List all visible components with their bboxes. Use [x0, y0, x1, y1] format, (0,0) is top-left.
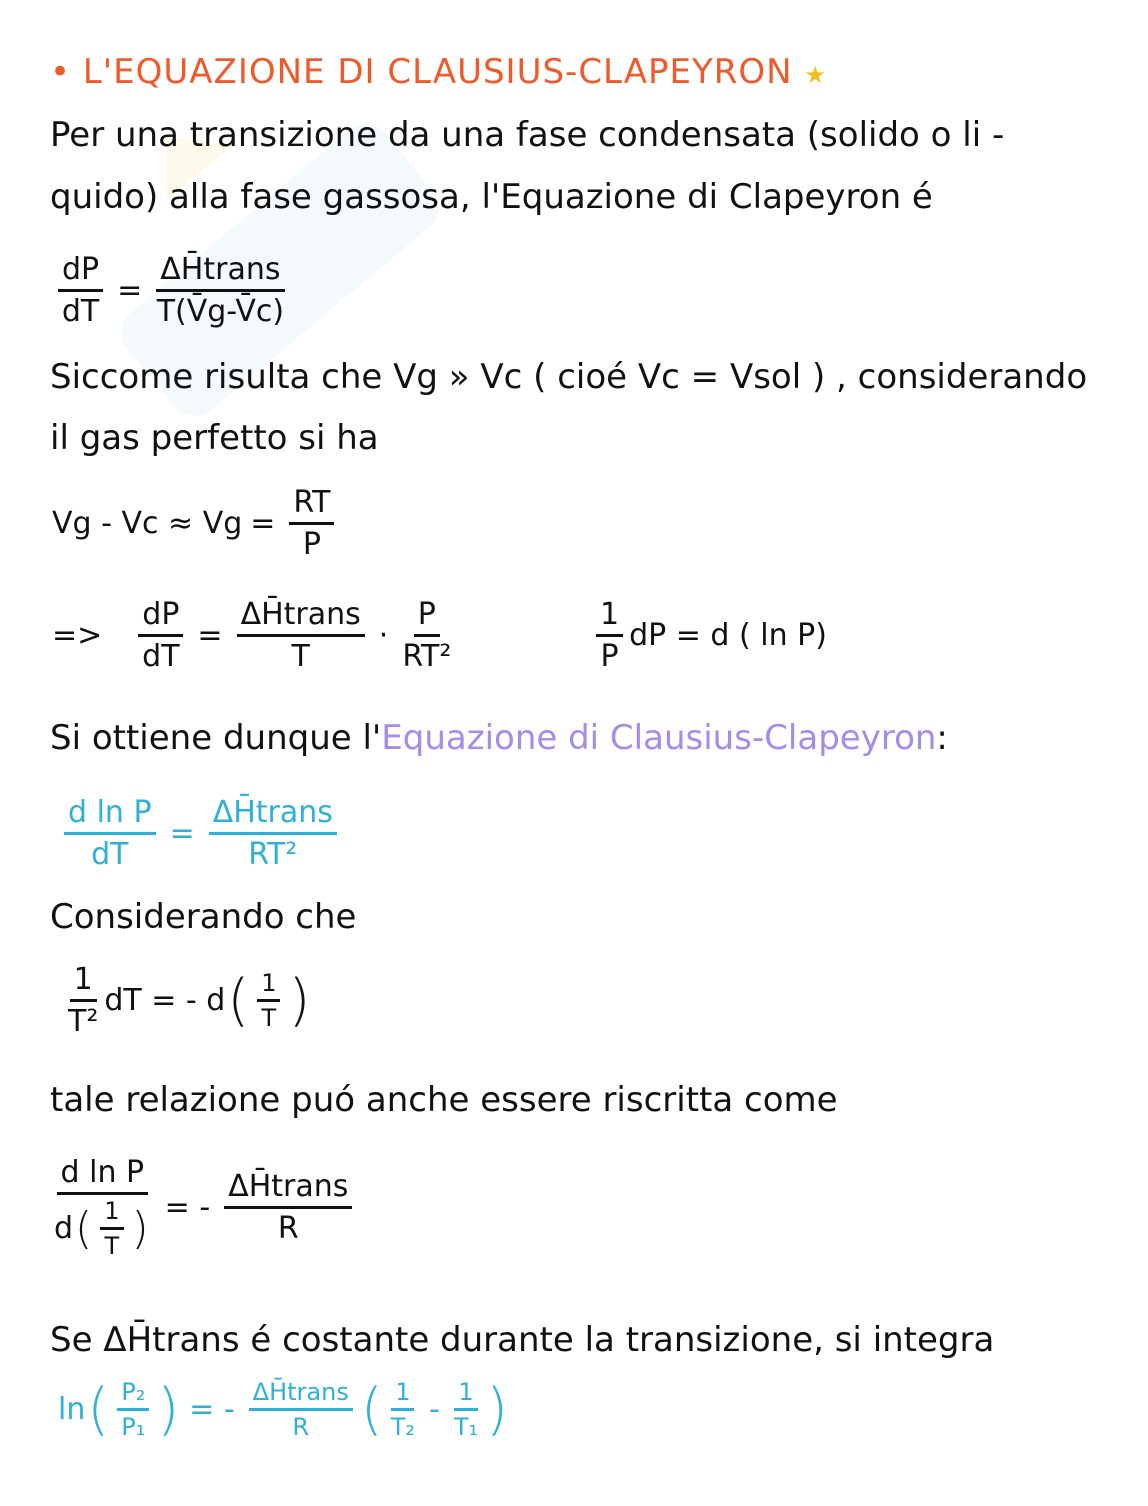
since-line-1: Siccome risulta che Vg » Vc ( cioé Vc = Vsol ) , considerando	[50, 357, 1088, 397]
equals-sign: =	[117, 273, 143, 308]
denominator: T²	[68, 1004, 99, 1039]
numerator: RT	[289, 485, 334, 525]
left-paren: (	[360, 1376, 383, 1442]
numerator: ΔH̄trans	[237, 597, 365, 637]
obtain-line	[50, 718, 948, 758]
fraction-one-over-p	[596, 597, 623, 674]
minus-sign: -	[428, 1392, 440, 1427]
integrate-line: Se ΔH̄trans é costante durante la transizione, si integra	[50, 1320, 995, 1360]
denominator: P	[600, 639, 619, 674]
obtain-text: Si ottiene dunque l'	[50, 718, 382, 758]
denominator: dT	[91, 837, 129, 872]
numerator: 1	[70, 962, 97, 1002]
identity-rest: dP = d ( ln P)	[629, 618, 827, 653]
fraction-p2-p1	[117, 1378, 149, 1441]
natural-log: ln	[58, 1392, 86, 1427]
considering-line: Considerando che	[50, 897, 357, 937]
implies-arrow: =>	[52, 618, 103, 653]
equals-sign: =	[197, 618, 223, 653]
equals-minus-sign: = -	[189, 1392, 235, 1427]
numerator: P	[414, 597, 440, 637]
numerator: ΔH̄trans	[209, 795, 337, 835]
right-paren: )	[288, 967, 311, 1033]
left-paren: (	[227, 967, 250, 1033]
reciprocal-temperature-identity	[62, 962, 312, 1039]
fraction-one-over-t	[100, 1197, 123, 1260]
fraction-dp-dt	[58, 252, 103, 329]
denominator: T	[291, 639, 310, 674]
numerator: 1	[391, 1378, 414, 1411]
right-paren: )	[486, 1376, 508, 1442]
since-line-2: il gas perfetto si ha	[50, 418, 379, 458]
denominator	[54, 1195, 151, 1260]
numerator: ΔH̄trans	[224, 1169, 352, 1209]
differential-d: d	[54, 1211, 74, 1246]
denominator: T(V̄g-V̄c)	[156, 294, 285, 329]
numerator: dP	[58, 252, 103, 292]
numerator: 1	[596, 597, 623, 637]
fraction-p-rt2	[402, 597, 451, 674]
denominator: P	[302, 527, 321, 562]
denominator: T	[261, 1004, 277, 1032]
numerator: dP	[138, 597, 183, 637]
numerator: 1	[257, 969, 280, 1002]
colon: :	[936, 718, 948, 758]
fraction-one-over-t1	[454, 1378, 478, 1441]
right-paren: )	[131, 1202, 149, 1254]
denominator: dT	[61, 294, 100, 329]
fraction-dp-dt	[138, 597, 183, 674]
fraction-dlnp-d-one-over-t	[54, 1155, 151, 1260]
denominator: T	[104, 1232, 120, 1260]
fraction-enthalpy	[156, 252, 284, 329]
equals-sign: =	[250, 506, 276, 541]
fraction-one-over-t2	[391, 1378, 415, 1441]
fraction-enthalpy-r	[249, 1378, 353, 1441]
numerator: P₂	[117, 1378, 149, 1411]
numerator: ΔH̄trans	[156, 252, 284, 292]
denominator: RT²	[402, 639, 452, 674]
right-paren: )	[157, 1376, 180, 1442]
denominator: RT²	[248, 837, 298, 872]
left-paren: (	[87, 1376, 110, 1442]
volume-difference: Vg - Vc ≈ Vg	[52, 506, 243, 541]
numerator: 1	[100, 1197, 123, 1230]
left-paren: (	[75, 1202, 93, 1254]
fraction-enthalpy-r	[224, 1169, 352, 1246]
rewritten-equation	[48, 1155, 358, 1260]
numerator: d ln P	[64, 795, 156, 835]
fraction-enthalpy-rt2	[209, 795, 337, 872]
identity-middle: dT = - d	[104, 983, 226, 1018]
clausius-clapeyron-equation	[58, 795, 343, 872]
fraction-one-over-t2	[68, 962, 98, 1039]
fraction-enthalpy-t	[237, 597, 365, 674]
numerator: d ln P	[57, 1155, 149, 1195]
clapeyron-equation	[52, 252, 291, 329]
equation-name-highlight: Equazione di Clausius-Clapeyron	[381, 718, 937, 758]
denominator: T₁	[453, 1413, 479, 1441]
fraction-rt-p	[289, 485, 334, 562]
denominator: R	[277, 1211, 299, 1246]
rewrite-line: tale relazione puó anche essere riscritta come	[50, 1080, 838, 1120]
intro-line-1: Per una transizione da una fase condensata (solido o li -	[50, 115, 1005, 155]
intro-line-2: quido) alla fase gassosa, l'Equazione di Clapeyron é	[50, 177, 933, 217]
substituted-equation	[52, 597, 457, 674]
denominator: dT	[142, 639, 180, 674]
equals-sign: =	[169, 816, 195, 851]
page-title	[50, 52, 827, 92]
equals-minus-sign: = -	[164, 1190, 211, 1225]
fraction-one-over-t	[257, 969, 280, 1032]
denominator: T₂	[390, 1413, 415, 1441]
log-derivative-identity	[590, 597, 827, 674]
ideal-gas-approximation	[52, 485, 340, 562]
star-icon: ★	[804, 61, 827, 89]
multiply-dot: ·	[378, 618, 389, 653]
title-text: • L'EQUAZIONE DI CLAUSIUS-CLAPEYRON	[50, 52, 793, 92]
fraction-dlnp-dt	[64, 795, 156, 872]
denominator: P₁	[121, 1413, 146, 1441]
numerator: ΔH̄trans	[249, 1378, 353, 1411]
denominator: R	[292, 1413, 310, 1441]
integrated-equation	[58, 1378, 510, 1441]
numerator: 1	[454, 1378, 477, 1411]
